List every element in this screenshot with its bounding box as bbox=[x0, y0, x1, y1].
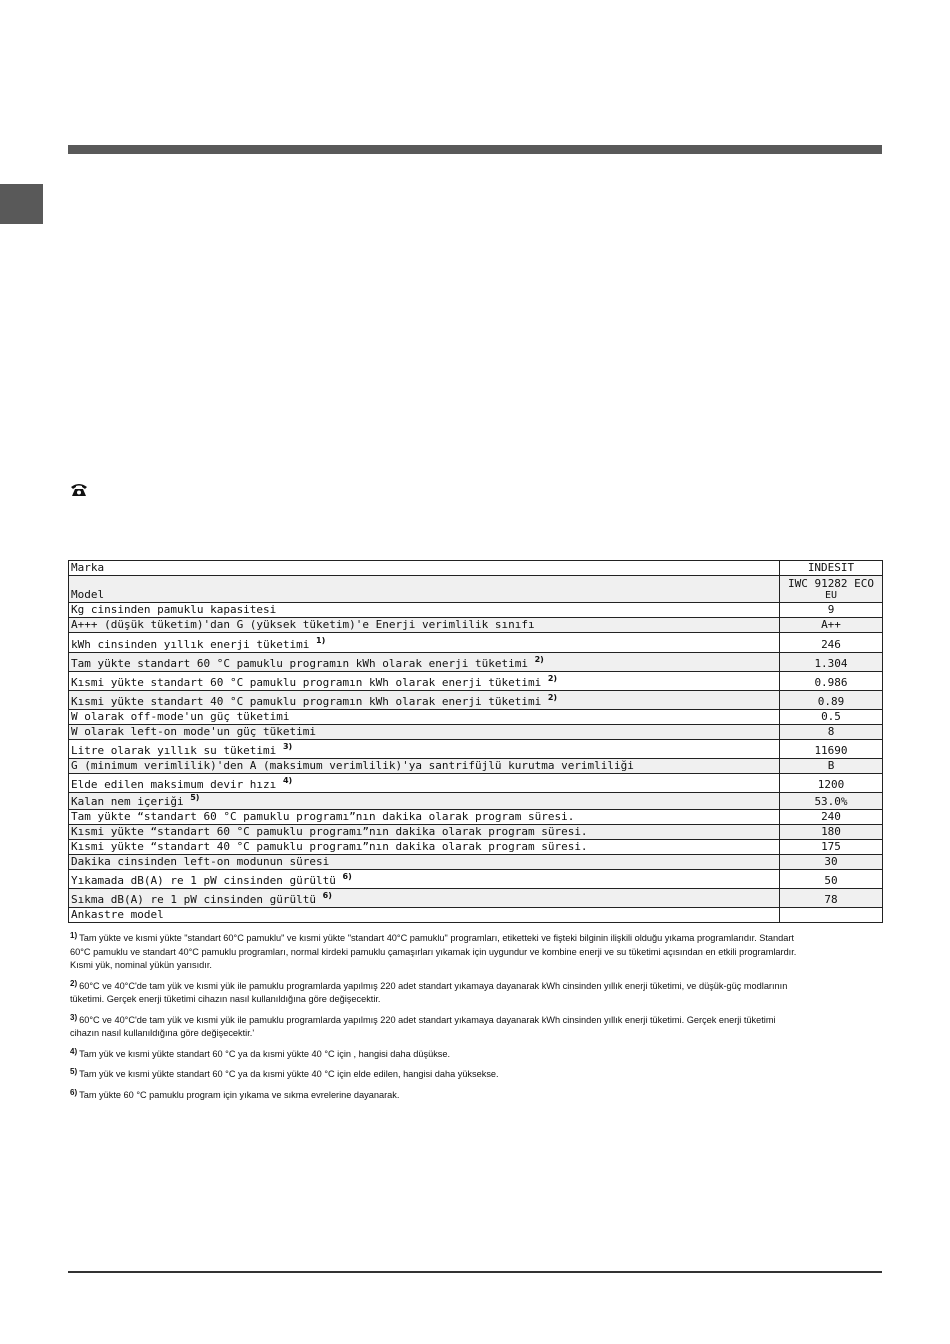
row-label-cell bbox=[69, 618, 780, 633]
footnote-ref: 6) bbox=[322, 891, 332, 900]
row-value: A++ bbox=[821, 618, 841, 631]
row-label-cell bbox=[69, 825, 780, 840]
telephone-icon bbox=[70, 482, 88, 498]
footnote bbox=[70, 932, 870, 973]
footnote-ref: 6) bbox=[342, 872, 352, 881]
row-value: 175 bbox=[821, 840, 841, 853]
table-row bbox=[69, 825, 883, 840]
table-row bbox=[69, 653, 883, 672]
row-label: W olarak left-on mode'un güç tüketimi bbox=[71, 725, 317, 738]
row-value: 0.89 bbox=[817, 695, 845, 708]
table-row bbox=[69, 774, 883, 793]
row-label: Tam yükte standart 60 °C pamuklu programın kWh olarak enerji tüketimi bbox=[71, 657, 528, 670]
row-value-cell bbox=[780, 810, 883, 825]
table-row bbox=[69, 691, 883, 710]
row-label-cell bbox=[69, 759, 780, 774]
row-label: Kısmi yükte “standart 60 °C pamuklu programı”nın dakika olarak program süresi. bbox=[71, 825, 588, 838]
row-label: Kısmi yükte standart 60 °C pamuklu programın kWh olarak enerji tüketimi bbox=[71, 676, 542, 689]
technical-data-table bbox=[68, 560, 883, 923]
row-value: 53.0% bbox=[814, 795, 848, 808]
footnote bbox=[70, 1014, 870, 1041]
row-value: 1200 bbox=[817, 778, 845, 791]
table-row bbox=[69, 603, 883, 618]
row-label: W olarak off-mode'un güç tüketimi bbox=[71, 710, 290, 723]
table-row bbox=[69, 618, 883, 633]
row-label-cell bbox=[69, 576, 780, 603]
section-tab-marker bbox=[0, 184, 43, 224]
row-label-cell bbox=[69, 691, 780, 710]
row-value: 246 bbox=[821, 638, 841, 651]
row-value-cell bbox=[780, 793, 883, 810]
row-label: Elde edilen maksimum devir hızı bbox=[71, 778, 277, 791]
footnote-text: 60°C pamuklu ve standart 40°C pamuklu programları, normal kirdeki pamuklu çamaşırları yıkamak için uygundur ve kombine enerji ve su tüketimi açısından en etkili programlardır. bbox=[70, 946, 797, 957]
row-label-cell bbox=[69, 908, 780, 923]
table-row bbox=[69, 759, 883, 774]
row-value: 30 bbox=[824, 855, 838, 868]
table-row bbox=[69, 793, 883, 810]
footnote bbox=[70, 1089, 870, 1103]
row-label-cell bbox=[69, 855, 780, 870]
row-value-cell bbox=[780, 825, 883, 840]
row-label-cell bbox=[69, 561, 780, 576]
footnote-mark: 4) bbox=[70, 1046, 78, 1056]
row-value: 11690 bbox=[814, 744, 848, 757]
row-label-cell bbox=[69, 710, 780, 725]
row-label-cell bbox=[69, 633, 780, 653]
row-label-cell bbox=[69, 870, 780, 889]
row-value: INDESIT bbox=[807, 561, 855, 574]
footer-rule bbox=[68, 1271, 882, 1273]
row-value-cell bbox=[780, 710, 883, 725]
footnote-text: tüketimi. Gerçek enerji tüketimi cihazın nasıl kullanıldığına göre değişecektir. bbox=[70, 994, 381, 1004]
table-row bbox=[69, 810, 883, 825]
row-label: Tam yükte “standart 60 °C pamuklu programı”nın dakika olarak program süresi. bbox=[71, 810, 575, 823]
table-row bbox=[69, 889, 883, 908]
row-label: A+++ (düşük tüketim)'dan G (yüksek tüketim)'e Enerji verimlilik sınıfı bbox=[71, 618, 535, 631]
row-value-cell bbox=[780, 725, 883, 740]
row-label: Yıkamada dB(A) re 1 pW cinsinden gürültü bbox=[71, 874, 336, 887]
row-label-cell bbox=[69, 603, 780, 618]
row-label-cell bbox=[69, 793, 780, 810]
footnote-text: 60°C ve 40°C'de tam yük ve kısmi yük ile pamuklu programlarda yapılmış 220 adet standart yıkamaya dayanarak kWh cinsinden yıllık enerji tüketimi, ve düşük-güç modlarının bbox=[79, 980, 788, 991]
row-label: Marka bbox=[71, 561, 105, 574]
footnote-mark: 1) bbox=[70, 931, 78, 940]
row-label-cell bbox=[69, 774, 780, 793]
row-label-cell bbox=[69, 672, 780, 691]
row-value-cell bbox=[780, 633, 883, 653]
table-row bbox=[69, 672, 883, 691]
row-value-cell bbox=[780, 870, 883, 889]
row-value: 0.986 bbox=[814, 676, 848, 689]
footnote-ref: 5) bbox=[190, 793, 200, 802]
table-row bbox=[69, 840, 883, 855]
footnote-text: Tam yükte 60 °C pamuklu program için yıkama ve sıkma evrelerine dayanarak. bbox=[79, 1089, 400, 1100]
footnote-text: Kısmi yük, nominal yükün yarısıdır. bbox=[70, 960, 212, 970]
row-label-cell bbox=[69, 840, 780, 855]
footnote-mark: 3) bbox=[70, 1012, 78, 1022]
footnote-text: cihazın nasıl kullanıldığına göre değişecektir.' bbox=[70, 1028, 255, 1038]
row-value: 8 bbox=[827, 725, 835, 738]
row-label: Dakika cinsinden left-on modunun süresi bbox=[71, 855, 330, 868]
footnote-mark: 2) bbox=[70, 978, 78, 988]
row-value-cell bbox=[780, 840, 883, 855]
footnote-mark: 6) bbox=[70, 1087, 78, 1097]
footnote bbox=[70, 1068, 870, 1082]
row-label: Sıkma dB(A) re 1 pW cinsinden gürültü bbox=[71, 893, 317, 906]
footnote-mark: 5) bbox=[70, 1067, 78, 1076]
row-label: G (minimum verimlilik)'den A (maksimum verimlilik)'ya santrifüjlü kurutma verimliliği bbox=[71, 759, 634, 772]
row-value-cell bbox=[780, 774, 883, 793]
footnote-text: Tam yük ve kısmi yükte standart 60 °C ya da kısmi yükte 40 °C için elde edilen, hangisi daha yüksekse. bbox=[79, 1069, 499, 1079]
footnote-text: Tam yük ve kısmi yükte standart 60 °C ya da kısmi yükte 40 °C için , hangisi daha düşükse. bbox=[79, 1048, 451, 1059]
row-label-cell bbox=[69, 810, 780, 825]
row-value-cell bbox=[780, 691, 883, 710]
row-value: IWC 91282 ECO bbox=[787, 577, 875, 590]
row-value-cell bbox=[780, 672, 883, 691]
row-label-cell bbox=[69, 889, 780, 908]
footnote-text: Tam yükte ve kısmi yükte "standart 60°C pamuklu" ve kısmi yükte "standart 40°C pamuklu" programları, etiketteki ve fişteki bilginin ilişkili olduğu yıkama programlarıdır. Standart bbox=[79, 933, 794, 943]
row-value: 78 bbox=[824, 893, 838, 906]
footnote-ref: 2) bbox=[547, 693, 558, 702]
row-value-cell bbox=[780, 618, 883, 633]
row-label-cell bbox=[69, 725, 780, 740]
row-value-cell bbox=[780, 740, 883, 759]
row-value: 50 bbox=[824, 874, 838, 887]
table-row bbox=[69, 725, 883, 740]
row-label: Kısmi yükte “standart 40 °C pamuklu programı”nın dakika olarak program süresi. bbox=[71, 840, 588, 853]
table-row bbox=[69, 633, 883, 653]
footnote-ref: 2) bbox=[534, 655, 544, 664]
row-value: 180 bbox=[821, 825, 841, 838]
footnote-ref: 1) bbox=[316, 636, 326, 645]
row-value: B bbox=[827, 759, 835, 772]
row-value-cell bbox=[780, 653, 883, 672]
row-label: Model bbox=[71, 588, 105, 601]
row-value-cell bbox=[780, 855, 883, 870]
footnote-text: 60°C ve 40°C'de tam yük ve kısmi yük ile pamuklu programlarda yapılmış 220 adet standart yıkamaya dayanarak kWh cinsinden yıllık enerji tüketimi. Gerçek enerji tüketimi bbox=[79, 1014, 776, 1025]
footnote bbox=[70, 1048, 870, 1062]
row-value-cell bbox=[780, 908, 883, 923]
table-row bbox=[69, 710, 883, 725]
row-value-cell bbox=[780, 603, 883, 618]
table-row bbox=[69, 908, 883, 923]
row-label-cell bbox=[69, 740, 780, 759]
row-label: Kısmi yükte standart 40 °C pamuklu programın kWh olarak enerji tüketimi bbox=[71, 695, 542, 708]
row-label: Ankastre model bbox=[71, 908, 164, 921]
footnotes bbox=[70, 932, 870, 1109]
table-row bbox=[69, 855, 883, 870]
row-label: kWh cinsinden yıllık enerji tüketimi bbox=[71, 638, 310, 651]
row-value-cell bbox=[780, 889, 883, 908]
row-label: Kg cinsinden pamuklu kapasitesi bbox=[71, 603, 277, 616]
footnote-ref: 3) bbox=[282, 742, 293, 751]
table-row bbox=[69, 576, 883, 603]
table-row bbox=[69, 740, 883, 759]
row-value-cell bbox=[780, 759, 883, 774]
row-value: 0.5 bbox=[821, 710, 841, 723]
row-label-cell bbox=[69, 653, 780, 672]
table-row bbox=[69, 870, 883, 889]
table-row bbox=[69, 561, 883, 576]
row-value-line2: EU bbox=[824, 590, 838, 601]
row-value: 9 bbox=[827, 603, 835, 616]
footnote-ref: 4) bbox=[282, 776, 293, 785]
header-rule bbox=[68, 145, 882, 154]
row-value: 1.304 bbox=[814, 657, 848, 670]
footnote bbox=[70, 980, 870, 1007]
row-value: 240 bbox=[821, 810, 841, 823]
row-value-cell bbox=[780, 576, 883, 603]
footnote-ref: 2) bbox=[547, 674, 558, 683]
row-value-cell bbox=[780, 561, 883, 576]
row-label: Litre olarak yıllık su tüketimi bbox=[71, 744, 277, 757]
row-label: Kalan nem içeriği bbox=[71, 795, 184, 808]
